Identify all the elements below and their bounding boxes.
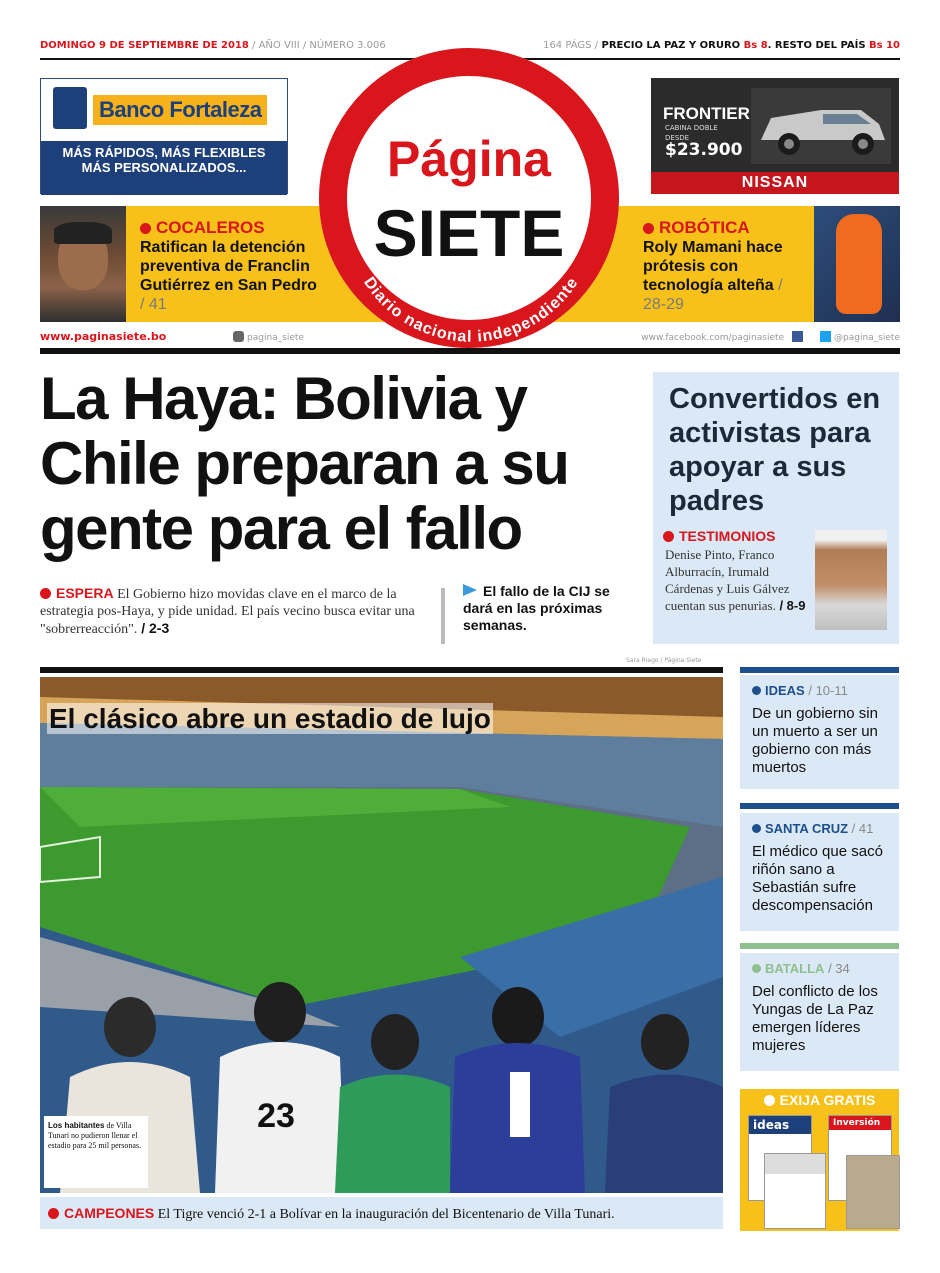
main-headline[interactable]: La Haya: Bolivia y Chile preparan a su gente para el fallo — [40, 365, 569, 562]
santa-cruz-page: / 41 — [848, 821, 874, 836]
teaser-robotica-text: Roly Mamani hace prótesis con tecnología alteña — [643, 239, 783, 294]
facebook-url[interactable]: www.facebook.com/paginasiete — [641, 333, 785, 343]
photo-headline-text: El clásico abre un estadio de lujo — [49, 703, 491, 734]
price-rest-label: . RESTO DEL PAÍS — [767, 40, 870, 51]
banco-logo-icon — [53, 87, 87, 129]
batalla-kicker: BATALLA — [765, 961, 825, 976]
sidebar-item-batalla[interactable] — [740, 953, 899, 1071]
nissan-brand: NISSAN — [651, 172, 899, 194]
magazine-cover — [846, 1155, 900, 1229]
teaser-cocaleros[interactable] — [140, 218, 320, 314]
teaser-cocaleros-page: / 41 — [140, 296, 167, 313]
ideas-page: / 10-11 — [804, 683, 848, 698]
nissan-ad[interactable] — [651, 78, 899, 194]
bullet-icon — [752, 964, 761, 973]
santa-cruz-kicker: SANTA CRUZ — [765, 821, 849, 836]
main-lede — [40, 585, 432, 638]
feature-ref: / 8-9 — [775, 598, 806, 613]
price-rest: Bs 10 — [869, 40, 900, 51]
feature-headline: Convertidos en activistas para apoyar a sus padres — [669, 383, 881, 517]
bullet-icon — [764, 1095, 775, 1106]
prosthesis-photo — [814, 206, 900, 322]
teaser-cocaleros-kicker: COCALEROS — [156, 218, 265, 237]
pagina-siete-logo — [309, 38, 629, 358]
magazine-ideas-title: ideas — [749, 1116, 811, 1134]
nissan-sub: CABINA DOBLE — [665, 124, 718, 132]
price-lp: Bs 8 — [743, 40, 768, 51]
magazine-inversion-title: Inversión — [829, 1116, 891, 1130]
nissan-price-label: DESDE — [665, 134, 690, 142]
sidebar — [740, 667, 899, 1087]
teaser-cocaleros-text: Ratifican la detención preventiva de Franclin Gutiérrez en San Pedro — [140, 239, 317, 294]
dateline-issue: / AÑO VIII / NÚMERO 3.006 — [248, 40, 386, 51]
masthead-line1: Página — [387, 131, 551, 187]
sidebar-item-santa-cruz[interactable] — [740, 813, 899, 931]
ideas-kicker: IDEAS — [765, 683, 805, 698]
bullet-icon — [663, 531, 674, 542]
sidebar-rule — [740, 803, 899, 809]
bullet-icon — [48, 1208, 59, 1219]
facebook-icon — [792, 331, 803, 342]
photo-credit: Sara Riego / Página Siete — [626, 657, 702, 664]
lede-kicker: ESPERA — [56, 585, 114, 601]
arrow-icon — [463, 584, 477, 596]
teaser-robotica-kicker: ROBÓTICA — [659, 218, 750, 237]
campeones-caption — [40, 1197, 723, 1229]
truck-image — [751, 88, 891, 164]
twitter-handle[interactable]: @pagina_siete — [834, 333, 900, 343]
bullet-icon — [752, 824, 761, 833]
sidebar-rule — [740, 943, 899, 949]
photo-rule — [40, 667, 723, 673]
website-link[interactable]: www.paginasiete.bo — [40, 330, 167, 343]
lede-text: El Gobierno hizo movidas clave en el marco de la estrategia pos-Haya, y pide unidad. El país vecino busca evitar una "sobrerreacción". — [40, 587, 415, 637]
batalla-page: / 34 — [824, 961, 850, 976]
bullet-icon — [140, 223, 151, 234]
bullet-icon — [643, 223, 654, 234]
teaser-robotica-page: / 28-29 — [643, 277, 783, 313]
price-label: PRECIO LA PAZ Y ORURO — [598, 40, 744, 51]
teaser-robotica[interactable] — [643, 218, 793, 314]
banco-fortaleza-ad[interactable] — [40, 78, 288, 194]
ideas-text: De un gobierno sin un muerto a ser un gobierno con más muertos — [752, 705, 878, 776]
masthead-line2: SIETE — [373, 196, 565, 270]
banco-slogan-2: MÁS PERSONALIZADOS... — [81, 160, 247, 175]
twitter-icon — [820, 331, 831, 342]
dateline-date: DOMINGO 9 DE SEPTIEMBRE DE 2018 — [40, 40, 249, 51]
photo-headline[interactable] — [47, 701, 493, 737]
santa-cruz-text: El médico que sacó riñón sano a Sebastián sufre descompensación — [752, 843, 883, 914]
photo-caption-box — [44, 1116, 148, 1188]
instagram-icon — [233, 331, 244, 342]
bullet-icon — [40, 588, 51, 599]
cocalero-photo — [40, 206, 126, 322]
sidebar-rule — [740, 667, 899, 673]
caption-bold: Los habitantes — [48, 1121, 105, 1130]
page-count: 164 PÁGS / — [543, 40, 599, 51]
exija-label: EXIJA GRATIS — [779, 1092, 876, 1108]
feature-box[interactable] — [653, 372, 899, 644]
prosthetic-hand — [836, 214, 882, 314]
cij-text: El fallo de la CIJ se dará en las próximas semanas. — [463, 583, 610, 633]
column-divider — [441, 588, 445, 644]
magazine-cover — [764, 1153, 826, 1229]
lede-ref: / 2-3 — [137, 620, 170, 636]
masthead-tagline: Diario nacional independiente — [360, 274, 582, 346]
nissan-model: FRONTIER — [663, 104, 750, 123]
caption-text: de Villa Tunari no pudieron llenar el estadio para 25 mil personas. — [48, 1121, 142, 1150]
batalla-text: Del conflicto de los Yungas de La Paz emergen líderes mujeres — [752, 983, 878, 1054]
sidebar-item-ideas[interactable] — [740, 675, 899, 789]
feature-kicker: TESTIMONIOS — [679, 528, 776, 544]
nissan-price: $23.900 — [665, 140, 743, 160]
jersey-number: 23 — [257, 1097, 295, 1135]
instagram-handle[interactable]: pagina_siete — [247, 333, 304, 343]
banco-name: Banco Fortaleza — [93, 95, 267, 125]
bullet-icon — [752, 686, 761, 695]
campeones-text: El Tigre venció 2-1 a Bolívar en la inauguración del Bicentenario de Villa Tunari. — [154, 1207, 615, 1222]
cij-note — [463, 583, 643, 634]
banco-slogan-1: MÁS RÁPIDOS, MÁS FLEXIBLES — [62, 145, 266, 160]
man-portrait — [815, 530, 887, 630]
campeones-kicker: CAMPEONES — [64, 1205, 155, 1221]
feature-text: Denise Pinto, Franco Alburracín, Irumald Cárdenas y Luis Gálvez cuentan sus penurias. — [665, 547, 790, 613]
exija-gratis-box[interactable] — [740, 1089, 899, 1231]
